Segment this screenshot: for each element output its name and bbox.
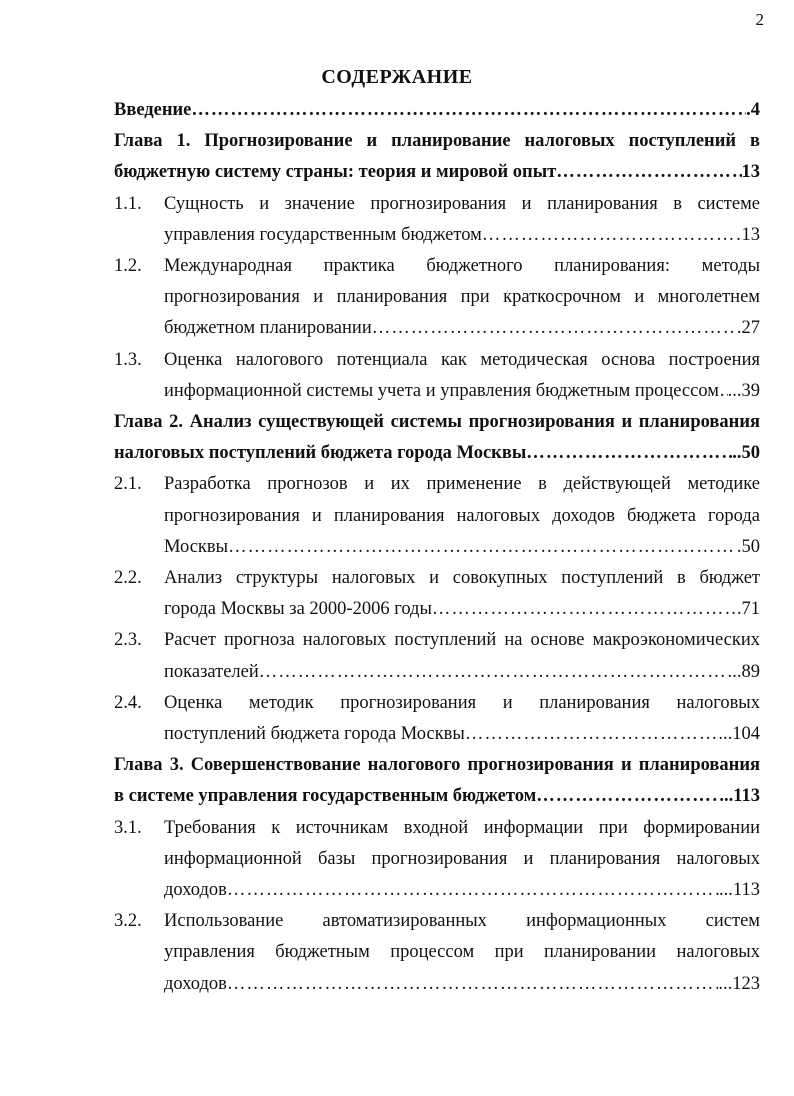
toc-section-number: 2.3.	[114, 630, 142, 651]
toc-section-leader	[164, 594, 760, 625]
toc-section-body	[164, 625, 760, 687]
toc-section-line: Международная практика бюджетного планирования: методы	[164, 256, 760, 277]
page-title: СОДЕРЖАНИЕ	[321, 66, 473, 88]
toc-section-title-end: Москвы	[164, 536, 229, 557]
dot-leader	[259, 657, 733, 688]
dot-leader	[432, 594, 737, 625]
toc-chapter[interactable]	[114, 407, 760, 469]
dot-leader	[536, 781, 719, 812]
toc-section-body	[164, 189, 760, 251]
toc-section-leader	[164, 313, 760, 344]
toc-section-number: 3.1.	[114, 817, 142, 838]
toc-section-title-end: поступлений бюджета города Москвы	[164, 724, 465, 745]
toc-section-number: 2.4.	[114, 692, 142, 713]
toc-section-title-end: информационной системы учета и управления бюджетным процессом	[164, 380, 719, 401]
toc-page-ref: 13	[741, 162, 760, 183]
toc-section-body	[164, 563, 760, 625]
toc-section-leader	[164, 532, 760, 563]
toc-section-line: прогнозирования и планирования налоговых доходов бюджета города	[164, 505, 760, 526]
toc-page-ref: ...113	[719, 786, 760, 807]
toc-section-line: прогнозирования и планирования при краткосрочном и многолетнем	[164, 287, 760, 308]
dot-leader	[465, 719, 719, 750]
dot-leader	[482, 220, 742, 251]
toc-section-title-end: доходов	[164, 973, 227, 994]
toc-section[interactable]	[114, 251, 760, 345]
toc-section-title-end: доходов	[164, 880, 227, 901]
toc-section-number: 1.1.	[114, 193, 142, 214]
toc-page-ref: ...123	[718, 973, 760, 994]
toc-chapter-line: Глава 3. Совершенствование налогового прогнозирования и планирования	[114, 755, 760, 776]
toc-section-leader	[164, 657, 760, 688]
toc-section-line: Оценка налогового потенциала как методическая основа построения	[164, 349, 760, 370]
toc-section-title-end: управления государственным бюджетом	[164, 224, 482, 245]
toc-section[interactable]	[114, 906, 760, 1000]
toc-entry-intro[interactable]	[114, 95, 760, 126]
toc-section[interactable]	[114, 563, 760, 625]
toc-chapter-leader	[114, 438, 760, 469]
toc-section-body	[164, 813, 760, 907]
toc-section-body	[164, 906, 760, 1000]
toc-chapter-leader	[114, 781, 760, 812]
toc-page-ref: ...104	[718, 724, 760, 745]
toc-chapter-title-end: в системе управления государственным бюджетом	[114, 786, 537, 807]
dot-leader	[227, 969, 719, 1000]
toc-page-ref: ..89	[732, 661, 760, 682]
toc-section-line: Разработка прогнозов и их применение в действующей методике	[164, 474, 760, 495]
toc-section-body	[164, 469, 760, 563]
toc-page-ref: 13	[741, 224, 760, 245]
toc-section-leader	[164, 220, 760, 251]
toc-section-body	[164, 251, 760, 345]
toc-entry-label: Введение	[114, 100, 192, 120]
dot-leader	[719, 376, 728, 407]
dot-leader	[526, 438, 732, 469]
toc-section-body	[164, 345, 760, 407]
toc-section-leader	[164, 376, 760, 407]
toc-chapter-title-end: бюджетную систему страны: теория и мировой опыт	[114, 162, 557, 183]
dot-leader	[556, 157, 741, 188]
toc-chapter-leader	[114, 157, 760, 188]
toc-page-ref: ..50	[732, 443, 760, 464]
toc-section[interactable]	[114, 189, 760, 251]
dot-leader	[227, 875, 719, 906]
toc-section-leader	[164, 719, 760, 750]
toc-section-line: информационной базы прогнозирования и планирования налоговых	[164, 848, 760, 869]
toc-section-number: 3.2.	[114, 911, 142, 932]
toc-section-number: 2.2.	[114, 568, 142, 589]
toc-section-title-end: бюджетном планировании	[164, 318, 372, 339]
toc-chapter-line: Глава 2. Анализ существующей системы прогнозирования и планирования	[114, 412, 760, 433]
toc-section-line: Использование автоматизированных информационных систем	[164, 911, 760, 932]
toc-page-ref: .4	[746, 100, 760, 120]
toc-section-line: Требования к источникам входной информации при формировании	[164, 817, 760, 838]
dot-leader	[372, 313, 737, 344]
toc-page-ref: ...113	[719, 880, 760, 901]
toc-section-line: Анализ структуры налоговых и совокупных поступлений в бюджет	[164, 568, 760, 589]
toc-section-number: 1.3.	[114, 349, 142, 370]
toc-section[interactable]	[114, 469, 760, 563]
toc-chapter[interactable]	[114, 750, 760, 812]
toc-section-line: Сущность и значение прогнозирования и планирования в системе	[164, 193, 760, 214]
toc-section-line: Расчет прогноза налоговых поступлений на основе макроэкономических	[164, 630, 760, 651]
toc-section-title-end: показателей	[164, 661, 259, 682]
page-number: 2	[755, 10, 764, 29]
toc-chapter-line: Глава 1. Прогнозирование и планирование налоговых поступлений в	[114, 131, 760, 152]
toc-section-line: Оценка методик прогнозирования и планирования налоговых	[164, 692, 760, 713]
toc-page-ref: .50	[736, 536, 760, 557]
toc-section-title-end: города Москвы за 2000-2006 годы	[164, 599, 432, 620]
toc-section-number: 1.2.	[114, 256, 142, 277]
toc-section-leader	[164, 875, 760, 906]
toc-page-ref: ...39	[727, 380, 760, 401]
toc-page-ref: .27	[736, 318, 760, 339]
toc-section-leader	[164, 969, 760, 1000]
table-of-contents	[114, 95, 760, 1000]
toc-section[interactable]	[114, 813, 760, 907]
toc-chapter-title-end: налоговых поступлений бюджета города Москвы	[114, 443, 527, 464]
toc-section[interactable]	[114, 345, 760, 407]
toc-chapter[interactable]	[114, 126, 760, 188]
dot-leader	[191, 95, 746, 126]
toc-section-body	[164, 688, 760, 750]
toc-page-ref: .71	[736, 599, 760, 620]
toc-section-number: 2.1.	[114, 474, 142, 495]
toc-section[interactable]	[114, 625, 760, 687]
dot-leader	[228, 532, 737, 563]
toc-section[interactable]	[114, 688, 760, 750]
toc-section-line: управления бюджетным процессом при планировании налоговых	[164, 942, 760, 963]
